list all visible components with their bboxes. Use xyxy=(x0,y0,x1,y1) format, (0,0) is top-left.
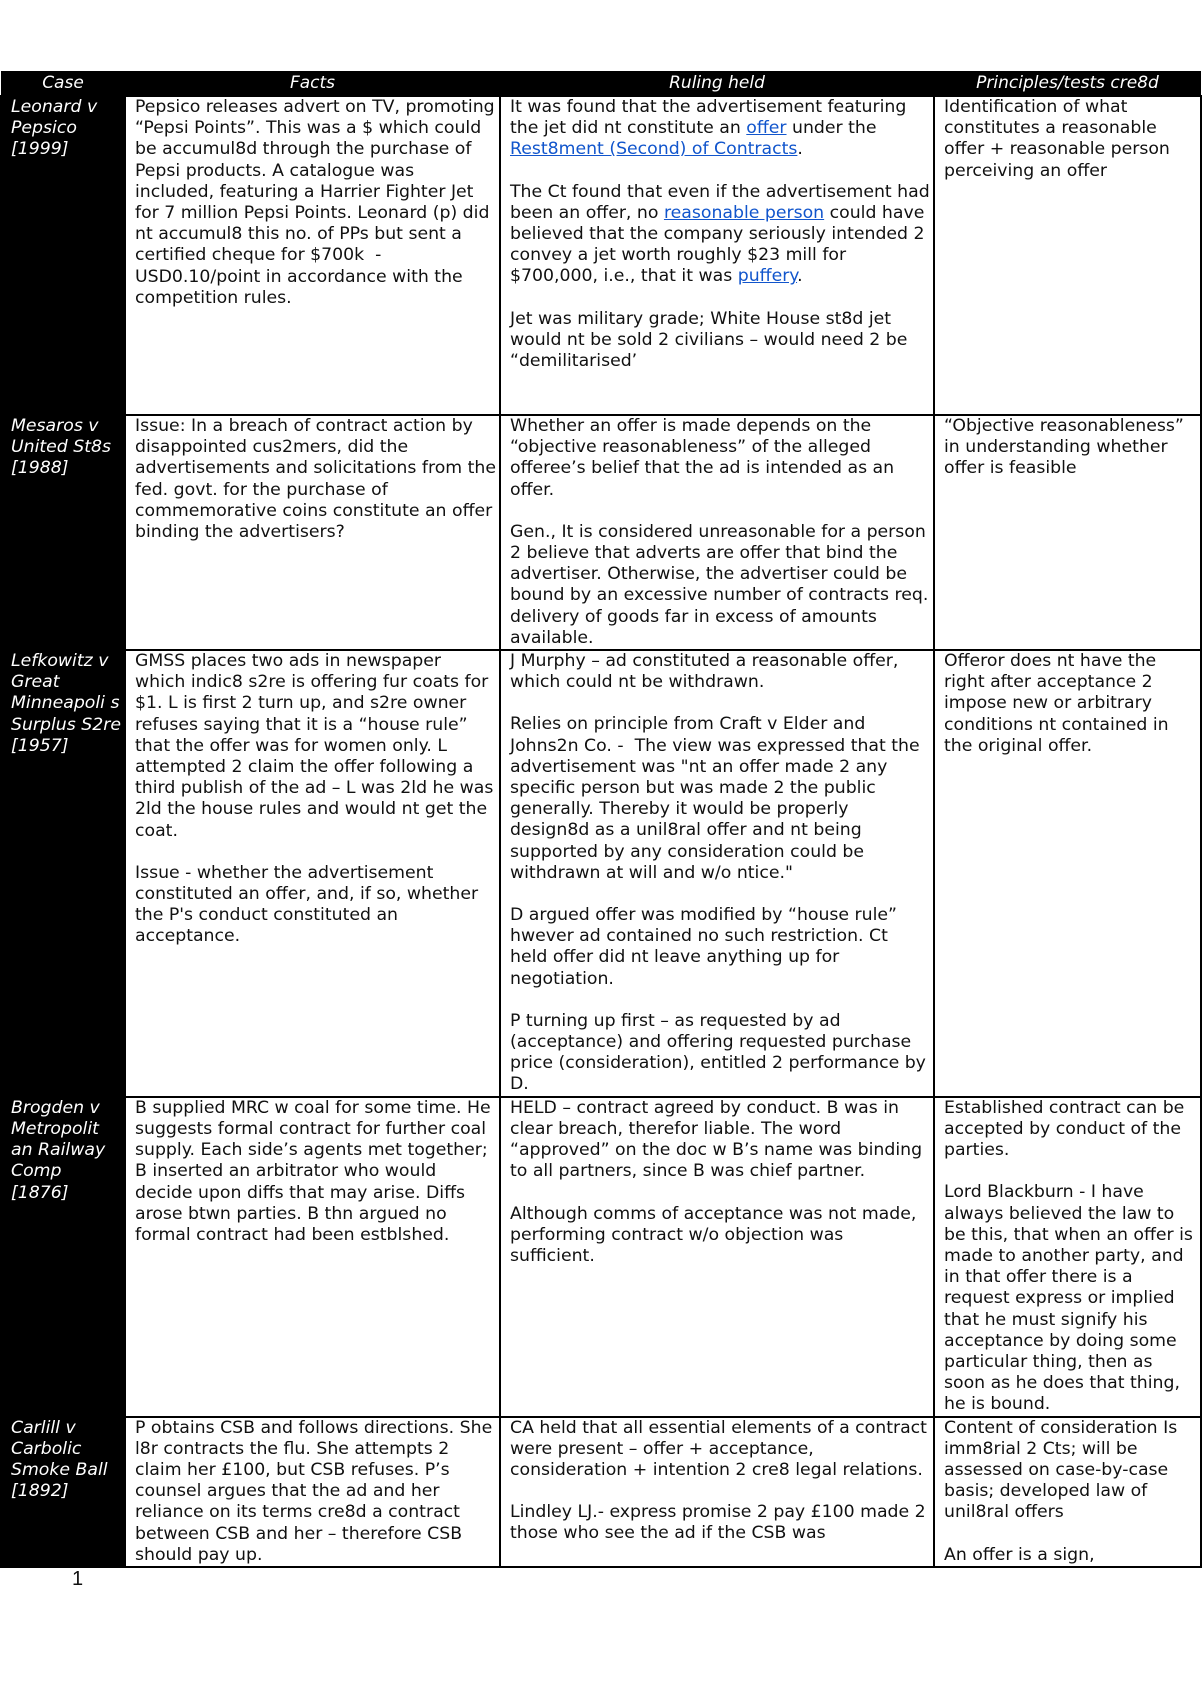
ruling-text: . xyxy=(797,266,803,287)
ruling-text: Whether an offer is made depends on the “objective reasonableness” of the alleged offeree’s belief that the ad is intended as an offer. xyxy=(510,416,900,500)
principles-paragraph: Lord Blackburn - I have always believed the law to be this, that when an offer is made to another party, and in that offer there is a request express or implied that he must signify his acceptance by doing some particular thing, then as soon as he does that thing, he is bound. xyxy=(944,1182,1199,1415)
ruling-link[interactable]: offer xyxy=(746,118,787,139)
principles-paragraph: Offeror does nt have the right after acceptance 2 impose new or arbitrary conditions nt contained in the original offer. xyxy=(944,651,1175,756)
header-row xyxy=(1,71,1201,96)
case-name-cell: Brogden v Metropolit an Railway Comp [1876] xyxy=(1,1097,125,1417)
case-table xyxy=(0,71,1202,1568)
ruling-text: It was found that the advertisement featuring the jet did nt constitute an xyxy=(510,97,912,139)
ruling-text: Gen., It is considered unreasonable for a person 2 believe that adverts are offer that bind the advertiser. Otherwise, the advertiser could be bound by an excessive number of contracts req. delivery of goods far in excess of amounts available. xyxy=(510,521,934,648)
case-name-cell: Lefkowitz v Great Minneapoli s Surplus S2re [1957] xyxy=(1,650,125,1097)
ruling-text: Jet was military grade; White House st8d jet would nt be sold 2 civilians – would need 2 be “demilitarised’ xyxy=(510,308,913,372)
header-ruling: Ruling held xyxy=(500,71,934,96)
principles-paragraph: Established contract can be accepted by conduct of the parties. xyxy=(944,1097,1190,1161)
ruling-paragraph xyxy=(510,714,930,884)
ruling-text: could have believed that the company seriously intended 2 convey a jet worth roughly $23 mill for $700,000, i.e., that it was xyxy=(510,202,931,287)
ruling-cell xyxy=(500,96,934,415)
ruling-cell xyxy=(500,650,934,1097)
facts-paragraph: Issue: In a breach of contract action by disappointed cus2mers, did the advertisements and solicitations from the fed. govt. for the purchase of commemorative coins constitute an offer binding the advertisers? xyxy=(135,416,502,543)
facts-paragraph: GMSS places two ads in newspaper which indic8 s2re is offering fur coats for $1. L is first 2 turn up, and s2re owner refuses saying that it is a “house rule” that the offer was for women only. L attempted 2 claim the offer following a third publish of the ad – L was 2ld he was 2ld the house rules and would nt get the coat. xyxy=(135,651,499,841)
ruling-link[interactable]: Rest8ment (Second) of Contracts xyxy=(510,139,798,160)
principles-cell xyxy=(934,96,1201,415)
ruling-link[interactable]: puffery xyxy=(737,266,798,287)
case-name-cell: Mesaros v United St8s [1988] xyxy=(1,415,125,650)
facts-cell xyxy=(125,415,500,650)
ruling-text: Although comms of acceptance was not made, performing contract w/o objection was sufficient. xyxy=(510,1203,922,1266)
table-row xyxy=(1,650,1201,1097)
ruling-paragraph xyxy=(510,309,930,373)
ruling-text: The Ct found that even if the advertisement had been an offer, no xyxy=(510,181,936,223)
ruling-cell xyxy=(500,1097,934,1417)
ruling-paragraph xyxy=(510,1098,930,1183)
ruling-text: P turning up first – as requested by ad (acceptance) and offering requested purchase price (consideration), entitled 2 performance by D. xyxy=(510,1010,932,1095)
table-row xyxy=(1,96,1201,415)
ruling-paragraph xyxy=(510,905,930,990)
case-name-cell: Leonard v Pepsico [1999] xyxy=(1,96,125,415)
ruling-link[interactable]: reasonable person xyxy=(663,202,825,223)
principles-paragraph: An offer is a sign, xyxy=(944,1544,1095,1565)
ruling-paragraph xyxy=(510,1417,933,1482)
facts-paragraph: Pepsico releases advert on TV, promoting “Pepsi Points”. This was a $ which could be accumul8d through the purchase of Pepsi products. A catalogue was included, featuring a Harrier Fighter Jet for 7 million Pepsi Points. Leonard (p) did nt accumul8 this no. of PPs but sent a certified cheque for $700k - USD0.10/point in accordance with the competition rules. xyxy=(135,97,501,308)
ruling-cell xyxy=(500,1417,934,1567)
ruling-paragraph xyxy=(510,97,930,161)
table-row xyxy=(1,1097,1201,1417)
ruling-text: HELD – contract agreed by conduct. B was in clear breach, therefor liable. The word “approved” on the doc w B’s name was binding to all partners, since B was chief partner. xyxy=(510,1097,928,1182)
ruling-text: . xyxy=(797,139,803,160)
ruling-paragraph xyxy=(510,521,934,649)
ruling-paragraph xyxy=(510,651,930,693)
table-row xyxy=(1,1417,1201,1567)
ruling-cell xyxy=(500,415,934,650)
ruling-text: Relies on principle from Craft v Elder and Johns2n Co. - The view was expressed that the advertisement was "nt an offer made 2 any specific person but was made 2 the public generally. Thereby it would be properly design8d as a unil8ral offer and nt being supported by any consideration could be withdrawn at will and w/o ntice." xyxy=(510,714,926,883)
principles-cell xyxy=(934,1417,1201,1567)
principles-paragraph: Content of consideration Is imm8rial 2 Cts; will be assessed on case-by-case basis; developed law of unil8ral offers xyxy=(944,1417,1183,1523)
page-number: 1 xyxy=(72,1568,84,1590)
ruling-text: J Murphy – ad constituted a reasonable offer, which could nt be withdrawn. xyxy=(510,651,904,693)
facts-cell xyxy=(125,650,500,1097)
ruling-paragraph xyxy=(510,416,930,501)
ruling-text: Lindley LJ.- express promise 2 pay £100 made 2 those who see the ad if the CSB was xyxy=(510,1502,932,1544)
ruling-paragraph xyxy=(510,1502,930,1544)
principles-cell xyxy=(934,1097,1201,1417)
facts-paragraph: P obtains CSB and follows directions. She l8r contracts the flu. She attempts 2 claim her £100, but CSB refuses. P’s counsel argues that the ad and her reliance on its terms cre8d a contract between CSB and her – therefore CSB should pay up. xyxy=(135,1417,498,1565)
ruling-text: CA held that all essential elements of a contract were present – offer + acceptance, consideration + intention 2 cre8 legal relations. xyxy=(510,1417,933,1480)
facts-cell xyxy=(125,96,500,415)
ruling-paragraph xyxy=(510,181,936,288)
header-case: Case xyxy=(1,71,125,96)
header-facts: Facts xyxy=(125,71,500,96)
facts-cell xyxy=(125,1417,500,1567)
principles-paragraph: Identification of what constitutes a reasonable offer + reasonable person perceiving an offer xyxy=(944,97,1176,181)
header-principles: Principles/tests cre8d xyxy=(934,71,1201,96)
table-row xyxy=(1,415,1201,650)
table-body xyxy=(1,96,1201,1567)
principles-cell xyxy=(934,650,1201,1097)
principles-paragraph: “Objective reasonableness” in understanding whether offer is feasible xyxy=(944,416,1190,479)
ruling-paragraph xyxy=(510,1011,930,1096)
ruling-text: under the xyxy=(786,118,882,139)
ruling-text: D argued offer was modified by “house rule” hwever ad contained no such restriction. Ct held offer did nt leave anything up for negotiation. xyxy=(510,905,903,989)
ruling-paragraph xyxy=(510,1204,930,1268)
case-name-cell: Carlill v Carbolic Smoke Ball [1892] xyxy=(1,1417,125,1567)
principles-cell xyxy=(934,415,1201,650)
facts-cell xyxy=(125,1097,500,1417)
facts-paragraph: Issue - whether the advertisement constituted an offer, and, if so, whether the P's conduct constituted an acceptance. xyxy=(135,862,484,947)
facts-paragraph: B supplied MRC w coal for some time. He suggests formal contract for further coal supply. Each side’s agents met together; B inserted an arbitrator who would decide upon diffs that may arise. Diffs arose btwn parties. B thn argued no formal contract had been estblshed. xyxy=(135,1097,497,1245)
